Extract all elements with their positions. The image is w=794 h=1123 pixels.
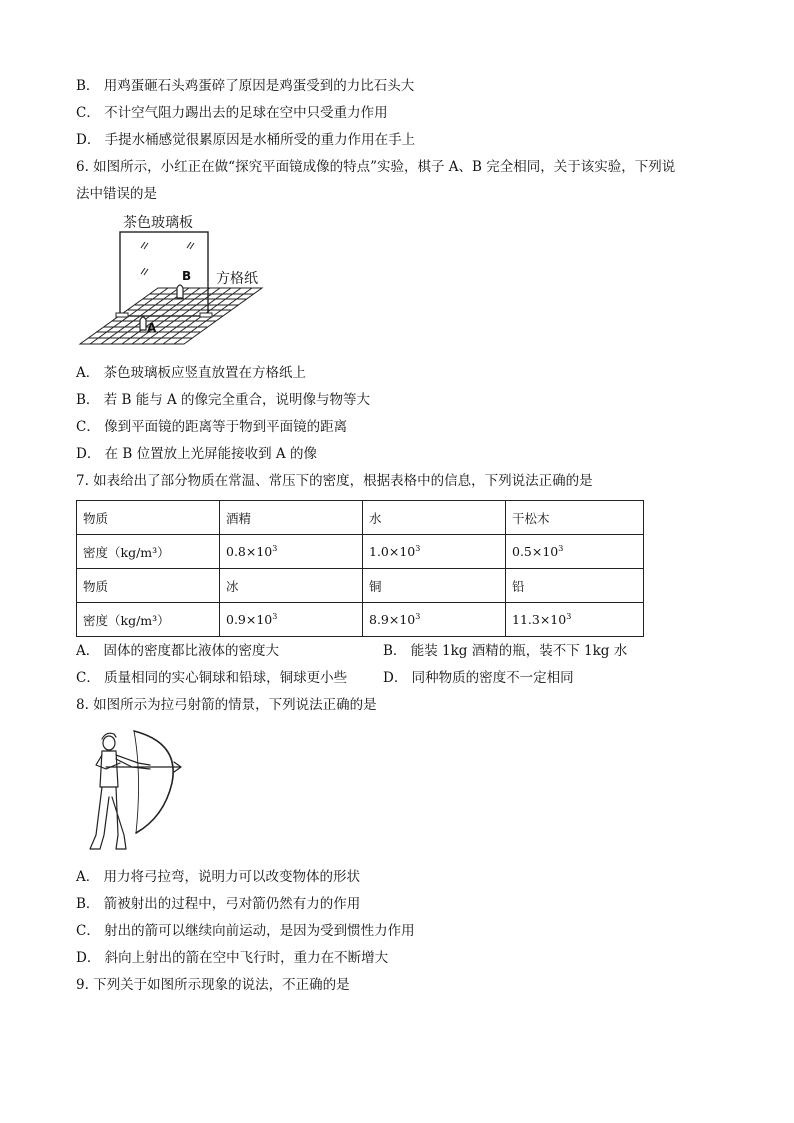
archer-figure bbox=[76, 725, 188, 857]
table-cell: 铅 bbox=[506, 569, 644, 603]
table-row bbox=[77, 535, 644, 569]
q7-option-d: D． 同种物质的密度不一定相同 bbox=[383, 670, 574, 686]
q5-option-d: D． 手提水桶感觉很累原因是水桶所受的重力作用在手上 bbox=[76, 132, 416, 148]
q8-option-b: B． 箭被射出的过程中，弓对箭仍然有力的作用 bbox=[76, 896, 361, 912]
mirror-experiment-figure bbox=[76, 210, 272, 355]
table-cell: 物质 bbox=[77, 569, 220, 603]
table-cell: $0.5\times 10^3$ bbox=[506, 535, 644, 569]
table-cell: $11.3\times 10^3$ bbox=[506, 603, 644, 637]
table-cell: 铜 bbox=[363, 569, 506, 603]
q6-option-b: B． 若 B 能与 A 的像完全重合，说明像与物等大 bbox=[76, 392, 371, 408]
q8-option-c: C． 射出的箭可以继续向前运动，是因为受到惯性力作用 bbox=[76, 923, 415, 939]
q9-stem: 9. 下列关于如图所示现象的说法，不正确的是 bbox=[76, 977, 350, 993]
chess-piece-b bbox=[177, 285, 183, 298]
density-table bbox=[76, 500, 644, 637]
table-cell: $1.0\times 10^3$ bbox=[363, 535, 506, 569]
table-row bbox=[77, 569, 644, 603]
q7-option-b: B． 能装 1kg 酒精的瓶，装不下 1kg 水 bbox=[383, 643, 628, 659]
table-row bbox=[77, 603, 644, 637]
q6-option-c: C． 像到平面镜的距离等于物到平面镜的距离 bbox=[76, 419, 348, 435]
table-cell: 密度（kg/m³） bbox=[77, 535, 220, 569]
q6-option-a: A． 茶色玻璃板应竖直放置在方格纸上 bbox=[76, 365, 307, 381]
q8-option-d: D． 斜向上射出的箭在空中飞行时，重力在不断增大 bbox=[76, 950, 389, 966]
q5-option-c: C． 不计空气阻力踢出去的足球在空中只受重力作用 bbox=[76, 105, 388, 121]
q7-stem: 7. 如表给出了部分物质在常温、常压下的密度，根据表格中的信息，下列说法正确的是 bbox=[76, 473, 593, 489]
piece-a-label: A bbox=[147, 321, 157, 335]
q5-option-b: B． 用鸡蛋砸石头鸡蛋碎了原因是鸡蛋受到的力比石头大 bbox=[76, 78, 415, 94]
table-cell: 物质 bbox=[77, 501, 220, 535]
table-cell: $0.8\times 10^3$ bbox=[220, 535, 363, 569]
glass-plate-label: 茶色玻璃板 bbox=[123, 215, 193, 231]
table-cell: $8.9\times 10^3$ bbox=[363, 603, 506, 637]
table-cell: $0.9\times 10^3$ bbox=[220, 603, 363, 637]
table-cell: 水 bbox=[363, 501, 506, 535]
q8-stem: 8. 如图所示为拉弓射箭的情景，下列说法正确的是 bbox=[76, 697, 377, 713]
glass-plate bbox=[120, 232, 208, 316]
chess-piece-a bbox=[140, 317, 146, 330]
q8-option-a: A． 用力将弓拉弯，说明力可以改变物体的形状 bbox=[76, 869, 361, 885]
table-cell: 密度（kg/m³） bbox=[77, 603, 220, 637]
piece-b-label: B bbox=[182, 269, 192, 283]
table-cell: 干松木 bbox=[506, 501, 644, 535]
q7-option-a: A． 固体的密度都比液体的密度大 bbox=[76, 643, 280, 659]
grid-paper-label: 方格纸 bbox=[216, 271, 258, 287]
q7-option-c: C． 质量相同的实心铜球和铅球，铜球更小些 bbox=[76, 670, 348, 686]
table-cell: 酒精 bbox=[220, 501, 363, 535]
q6-option-d: D． 在 B 位置放上光屏能接收到 A 的像 bbox=[76, 446, 317, 462]
table-cell: 冰 bbox=[220, 569, 363, 603]
table-row bbox=[77, 501, 644, 535]
q6-stem-line2: 法中错误的是 bbox=[76, 186, 157, 202]
q6-stem-line1: 6. 如图所示，小红正在做“探究平面镜成像的特点”实验，棋子 A、B 完全相同，关于该实验，下列说 bbox=[76, 159, 676, 175]
